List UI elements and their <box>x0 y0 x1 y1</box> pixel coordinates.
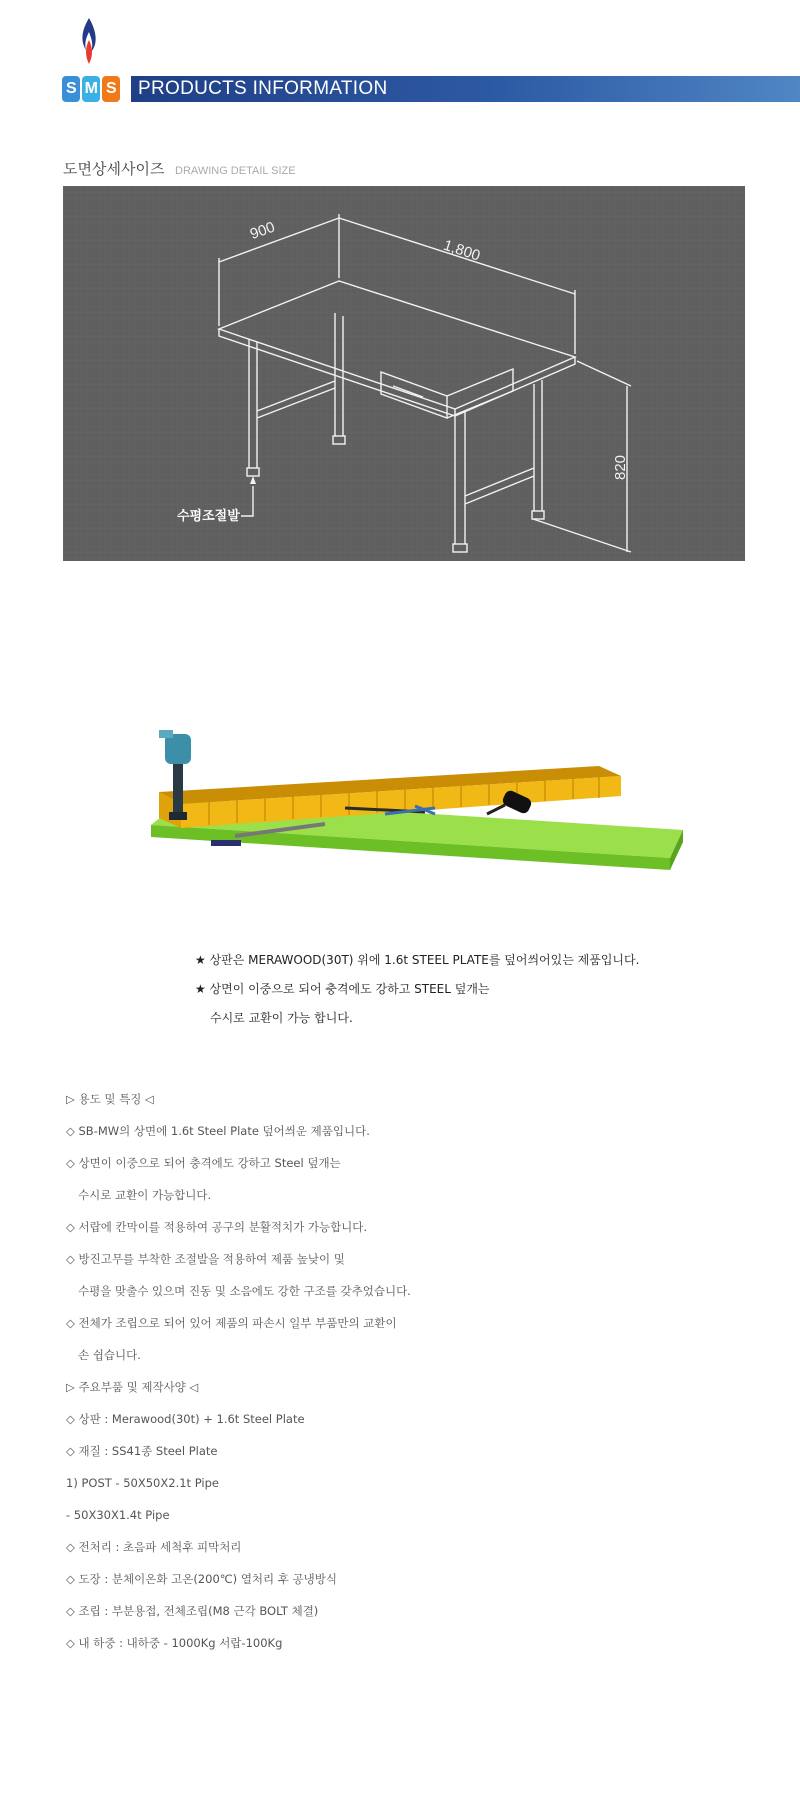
brand-logo <box>62 76 125 102</box>
spec-line: ◇ 전처리 : 초음파 세척후 피막처리 <box>66 1540 242 1554</box>
spec-line: 수평을 맞출수 있으며 진동 및 소음에도 강한 구조를 갖추었습니다. <box>78 1284 411 1298</box>
spec-line: ◇ SB-MW의 상면에 1.6t Steel Plate 덮어씌운 제품입니다. <box>66 1124 370 1138</box>
spec-line: ◇ 서랍에 칸막이를 적용하여 공구의 분활적치가 가능합니다. <box>66 1220 368 1234</box>
section-subtitle: DRAWING DETAIL SIZE <box>175 165 296 177</box>
foot-label: 수평조절발 <box>177 509 240 524</box>
note-line-3: 수시로 교환이 가능 합니다. <box>210 1011 353 1025</box>
brand-logo-text: SMS <box>66 80 125 97</box>
spec-line: 수시로 교환이 가능합니다. <box>78 1188 212 1202</box>
workbench-drawing <box>63 186 745 561</box>
note-line-2: ★ 상면이 이중으로 되어 충격에도 강하고 STEEL 덮개는 <box>195 982 490 996</box>
dimension-height: 820 <box>612 454 629 480</box>
spec-line: ◇ 방진고무를 부착한 조절발을 적용하여 제품 높낮이 및 <box>66 1252 345 1266</box>
spec-line: 손 쉽습니다. <box>78 1348 141 1362</box>
flame-logo-icon <box>78 18 100 66</box>
spec-line: ◇ 전체가 조립으로 되어 있어 제품의 파손시 일부 부품만의 교환이 <box>66 1316 397 1330</box>
spec-line: ◇ 상판 : Merawood(30t) + 1.6t Steel Plate <box>66 1412 305 1426</box>
spec-heading-parts: ▷ 주요부품 및 제작사양 ◁ <box>66 1380 199 1394</box>
spec-line: - 50X30X1.4t Pipe <box>66 1508 170 1522</box>
spec-line: 1) POST - 50X50X2.1t Pipe <box>66 1476 219 1490</box>
note-line-1: ★ 상판은 MERAWOOD(30T) 위에 1.6t STEEL PLATE를 덮어씌어있는 제품입니다. <box>195 953 640 967</box>
spec-line: ◇ 도장 : 분체이온화 고온(200℃) 열처리 후 공냉방식 <box>66 1572 337 1586</box>
spec-line: ◇ 내 하중 : 내하중 - 1000Kg 서랍-100Kg <box>66 1636 283 1650</box>
spec-line: ◇ 조립 : 부분용접, 전체조립(M8 근각 BOLT 체결) <box>66 1604 319 1618</box>
dimension-depth: 900 <box>247 218 278 244</box>
product-label-plate <box>211 840 241 846</box>
spec-line: ◇ 상면이 이중으로 되어 충격에도 강하고 Steel 덮개는 <box>66 1156 341 1170</box>
page-title: PRODUCTS INFORMATION <box>138 78 388 99</box>
spec-heading-usage: ▷ 용도 및 특징 ◁ <box>66 1092 154 1106</box>
spec-line: ◇ 재질 : SS41종 Steel Plate <box>66 1444 218 1458</box>
product-photo <box>135 720 695 900</box>
dimension-width: 1,800 <box>441 236 483 265</box>
section-title: 도면상세사이즈 <box>63 160 165 178</box>
